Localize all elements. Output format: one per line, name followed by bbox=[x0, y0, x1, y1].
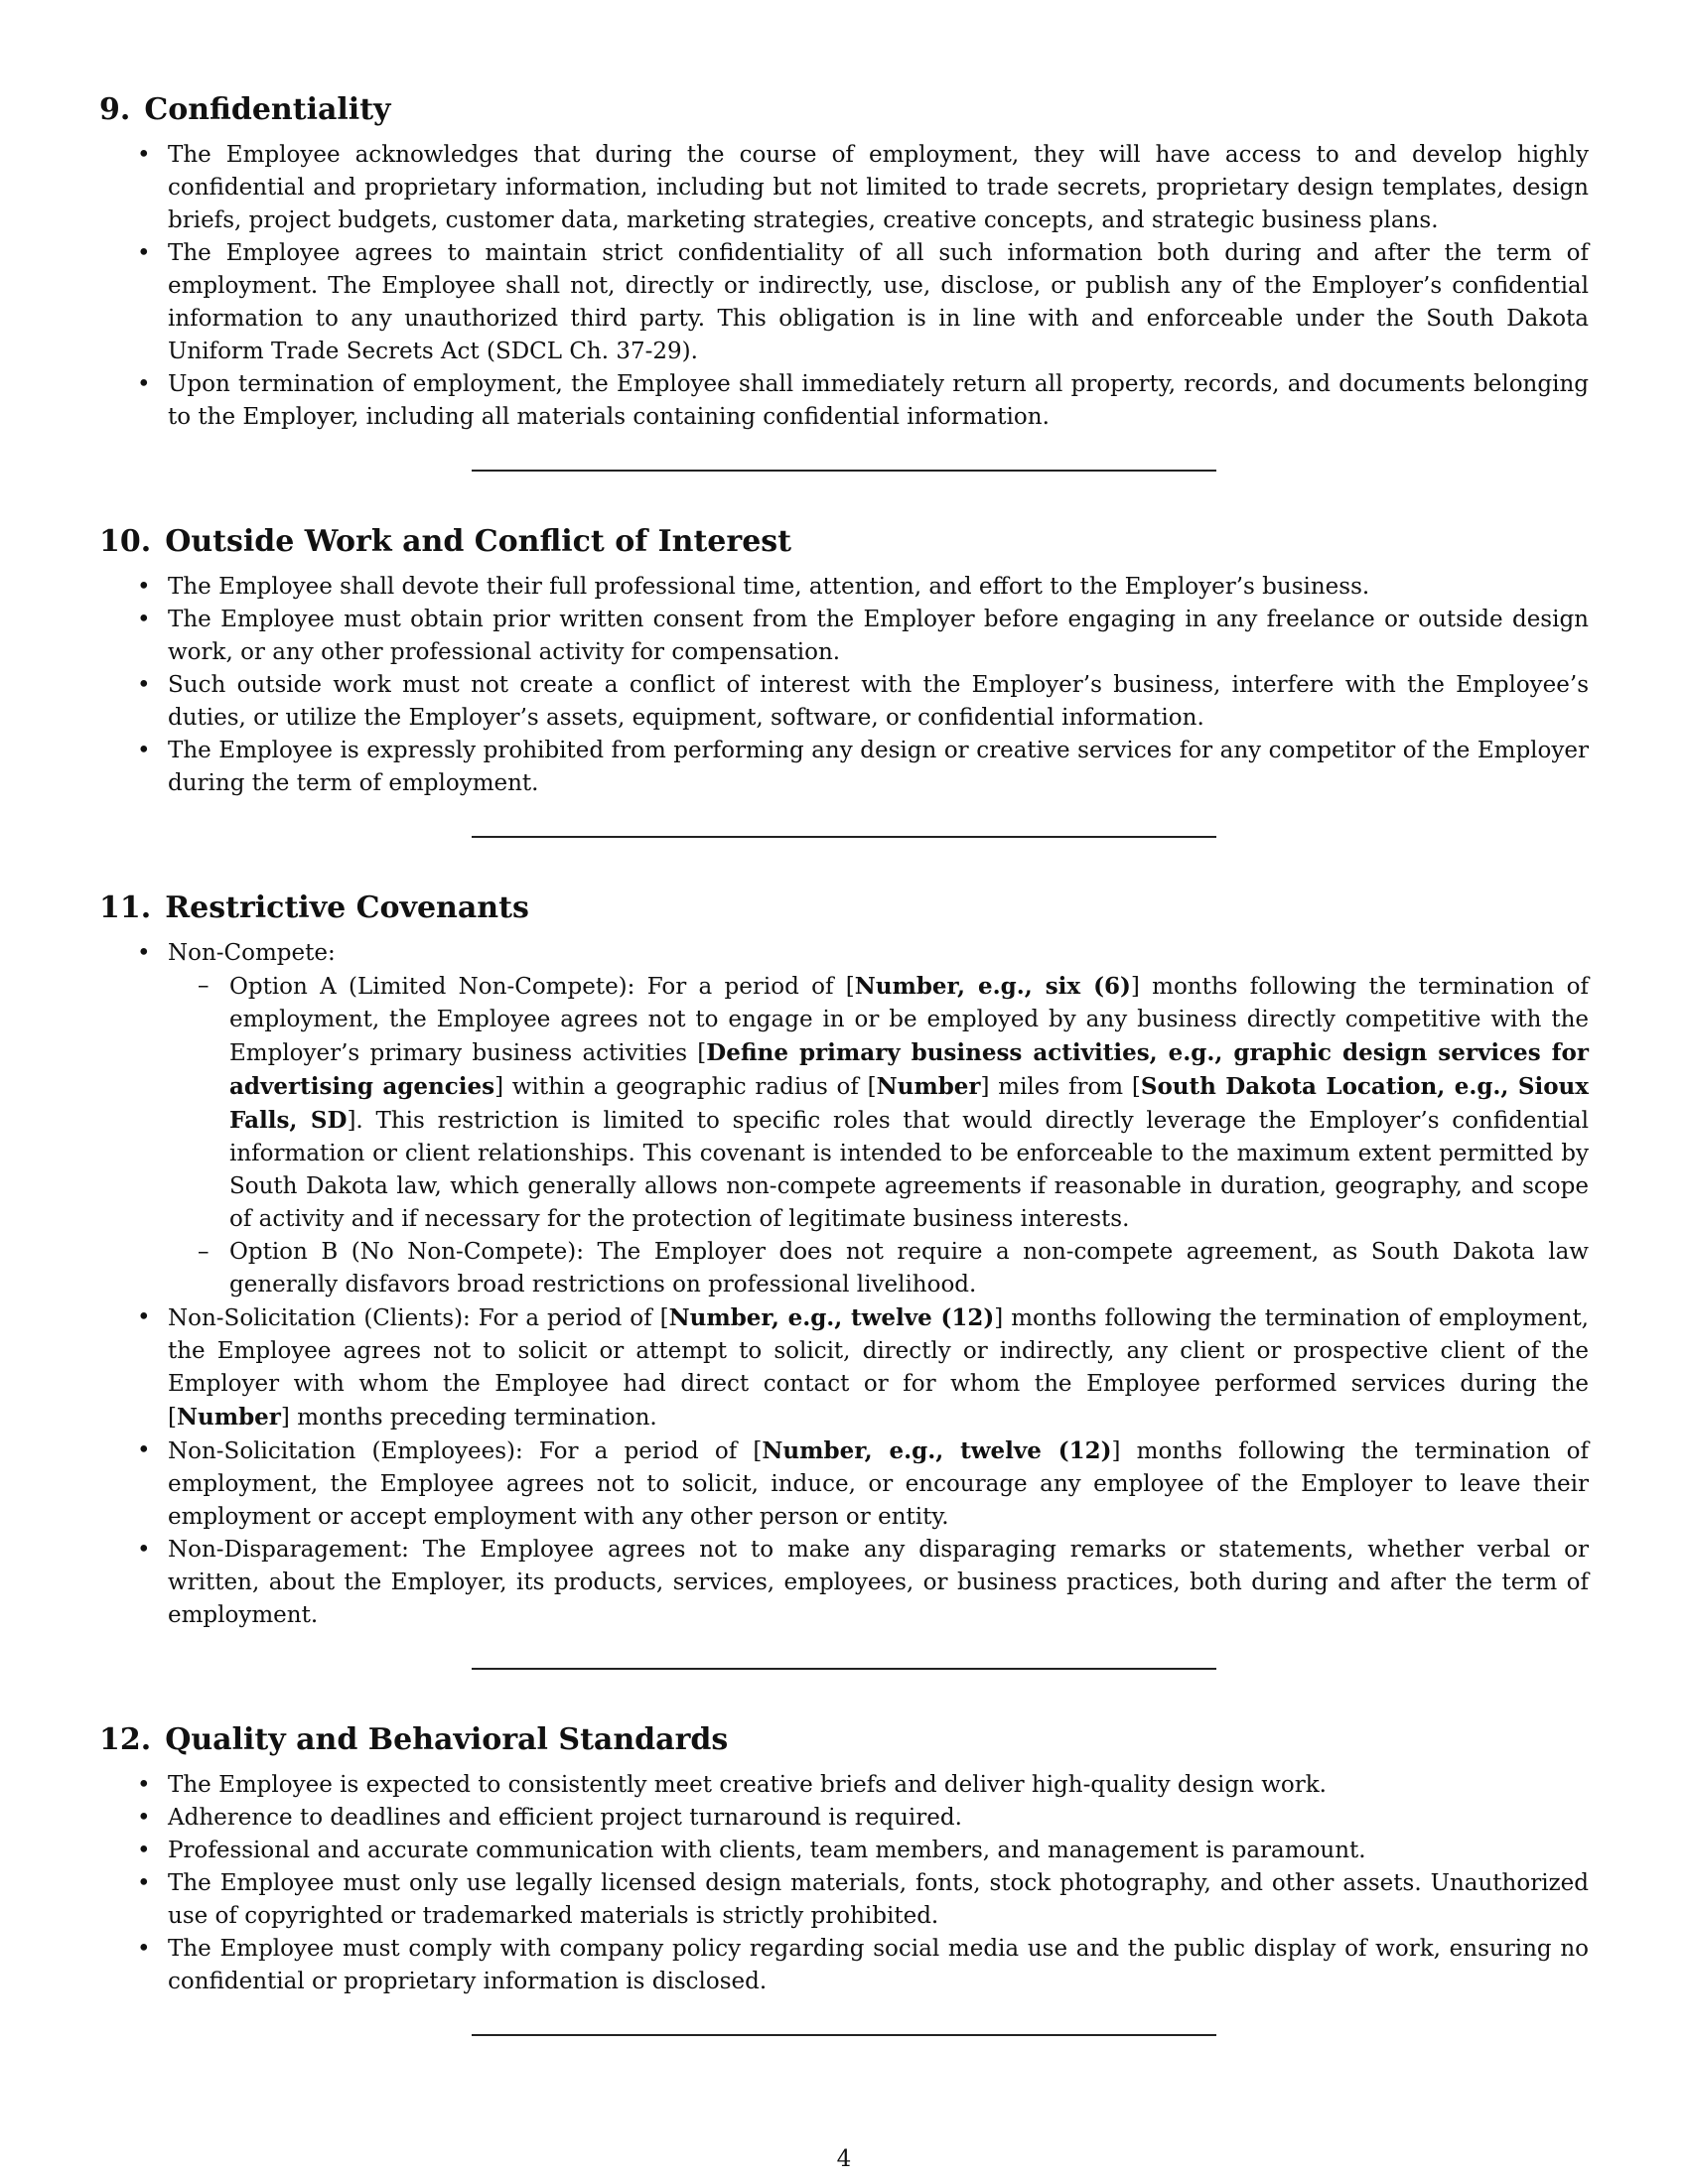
section-heading bbox=[99, 889, 1589, 927]
text-run: Option A (Limited Non-Compete): For a period of [ bbox=[229, 974, 855, 1000]
placeholder-text: Number, e.g., twelve (12) bbox=[668, 1304, 995, 1331]
bullet-list bbox=[99, 571, 1589, 800]
section-number: 12. bbox=[99, 1722, 152, 1757]
placeholder-text: South Dakota Location, e.g., Sioux Falls, SD bbox=[229, 1073, 1589, 1134]
section-restrictive-covenants bbox=[99, 889, 1589, 1632]
section-title: Outside Work and Conflict of Interest bbox=[165, 524, 792, 559]
option-a bbox=[168, 970, 1589, 1236]
section-title: Confidentiality bbox=[144, 92, 391, 127]
text-run: Non-Solicitation (Employees): For a period of [ bbox=[168, 1438, 763, 1464]
page-number: 4 bbox=[836, 2146, 852, 2172]
list-item-non-disparagement: • Non-Disparagement: The Employee agrees not to make any disparaging remarks or statements, whether verbal or written, about the Employer, its products, services, employees, or business practices, both during and after the term of employment. bbox=[99, 1534, 1589, 1632]
list-item: • The Employee must only use legally licensed design materials, fonts, stock photography, and other assets. Unauthorized use of copyrighted or trademarked materials is strictly prohibited. bbox=[99, 1867, 1589, 1933]
list-item: • The Employee shall devote their full professional time, attention, and effort to the Employer’s business. bbox=[99, 571, 1589, 604]
list-item: • Adherence to deadlines and efficient project turnaround is required. bbox=[99, 1802, 1589, 1835]
sub-list bbox=[168, 970, 1589, 1301]
list-item: • The Employee must comply with company policy regarding social media use and the public display of work, ensuring no confidential or proprietary information is disclosed. bbox=[99, 1933, 1589, 1998]
text-run: ] months following the termination of employment, the Employee agrees not to engage in or be employed by any business directly competitive with the Employer’s primary business activities [ bbox=[229, 974, 1589, 1066]
section-divider bbox=[472, 1668, 1216, 1670]
text-run: ]. This restriction is limited to specific roles that would directly leverage the Employer’s confidential information or client relationships. This covenant is intended to be enforceable to the maximum extent permitted by South Dakota law, which generally allows non-compete agreements if reasonable in duration, geography, and scope of activity and if necessary for the protection of legitimate business interests. bbox=[229, 1108, 1589, 1232]
section-title: Quality and Behavioral Standards bbox=[165, 1722, 729, 1757]
section-divider bbox=[472, 2034, 1216, 2036]
bullet-list bbox=[99, 139, 1589, 434]
section-quality-standards bbox=[99, 1721, 1589, 1998]
list-item: • Upon termination of employment, the Employee shall immediately return all property, records, and documents belonging to the Employer, including all materials containing confidential information. bbox=[99, 368, 1589, 434]
section-heading bbox=[99, 91, 1589, 129]
list-item: • Such outside work must not create a conflict of interest with the Employer’s business, interfere with the Employee’s duties, or utilize the Employer’s assets, equipment, software, or confidential information. bbox=[99, 669, 1589, 735]
placeholder-text: Number bbox=[876, 1073, 981, 1100]
list-item: • The Employee is expressly prohibited from performing any design or creative services for any competitor of the Employer during the term of employment. bbox=[99, 735, 1589, 800]
section-outside-work bbox=[99, 523, 1589, 800]
text-run: ] miles from [ bbox=[980, 1074, 1141, 1100]
list-item: • The Employee is expected to consistently meet creative briefs and deliver high-quality design work. bbox=[99, 1769, 1589, 1802]
list-item-non-solicitation-clients bbox=[99, 1301, 1589, 1434]
bullet-list bbox=[99, 1769, 1589, 1998]
section-number: 11. bbox=[99, 890, 152, 925]
section-heading bbox=[99, 523, 1589, 561]
list-item: • The Employee agrees to maintain strict confidentiality of all such information both during and after the term of employment. The Employee shall not, directly or indirectly, use, disclose, or publish any of the Employer’s confidential information to any unauthorized third party. This obligation is in line with and enforceable under the South Dakota Uniform Trade Secrets Act (SDCL Ch. 37-29). bbox=[99, 237, 1589, 368]
list-item: • The Employee acknowledges that during the course of employment, they will have access to and develop highly confidential and proprietary information, including but not limited to trade secrets, proprietary design templates, design briefs, project budgets, customer data, marketing strategies, creative concepts, and strategic business plans. bbox=[99, 139, 1589, 237]
placeholder-text: Define primary business activities, e.g., graphic design services for advertising agencies bbox=[229, 1039, 1589, 1100]
list-item: • The Employee must obtain prior written consent from the Employer before engaging in any freelance or outside design work, or any other professional activity for compensation. bbox=[99, 604, 1589, 669]
placeholder-text: Number, e.g., six (6) bbox=[854, 973, 1131, 1000]
section-number: 10. bbox=[99, 524, 152, 559]
section-title: Restrictive Covenants bbox=[165, 890, 529, 925]
section-divider bbox=[472, 836, 1216, 838]
bullet-list bbox=[99, 937, 1589, 1632]
section-heading bbox=[99, 1721, 1589, 1759]
section-divider bbox=[472, 470, 1216, 472]
option-b: – Option B (No Non-Compete): The Employer does not require a non-compete agreement, as South Dakota law generally disfavors broad restrictions on professional livelihood. bbox=[168, 1236, 1589, 1301]
text-run: ] months following the termination of employment, the Employee agrees not to solicit, induce, or encourage any employee of the Employer to leave their employment or accept employment with any other person or entity. bbox=[168, 1438, 1589, 1530]
document-page bbox=[99, 91, 1589, 2088]
placeholder-text: Number bbox=[176, 1404, 281, 1431]
list-item-non-solicitation-employees bbox=[99, 1434, 1589, 1534]
section-number: 9. bbox=[99, 92, 131, 127]
text-run: ] months following the termination of employment, the Employee agrees not to solicit or attempt to solicit, directly or indirectly, any client or prospective client of the Employer with whom the Employee had direct contact or for whom the Employee performed services during the [ bbox=[168, 1305, 1589, 1431]
text-run: ] within a geographic radius of [ bbox=[494, 1074, 877, 1100]
text-run: ] months preceding termination. bbox=[280, 1405, 657, 1431]
list-item: • Professional and accurate communication with clients, team members, and management is paramount. bbox=[99, 1835, 1589, 1867]
list-item-non-compete bbox=[99, 937, 1589, 1301]
section-confidentiality bbox=[99, 91, 1589, 434]
text-run: Non-Solicitation (Clients): For a period of [ bbox=[168, 1305, 669, 1331]
non-compete-label: Non-Compete: bbox=[168, 940, 336, 966]
placeholder-text: Number, e.g., twelve (12) bbox=[762, 1437, 1112, 1464]
